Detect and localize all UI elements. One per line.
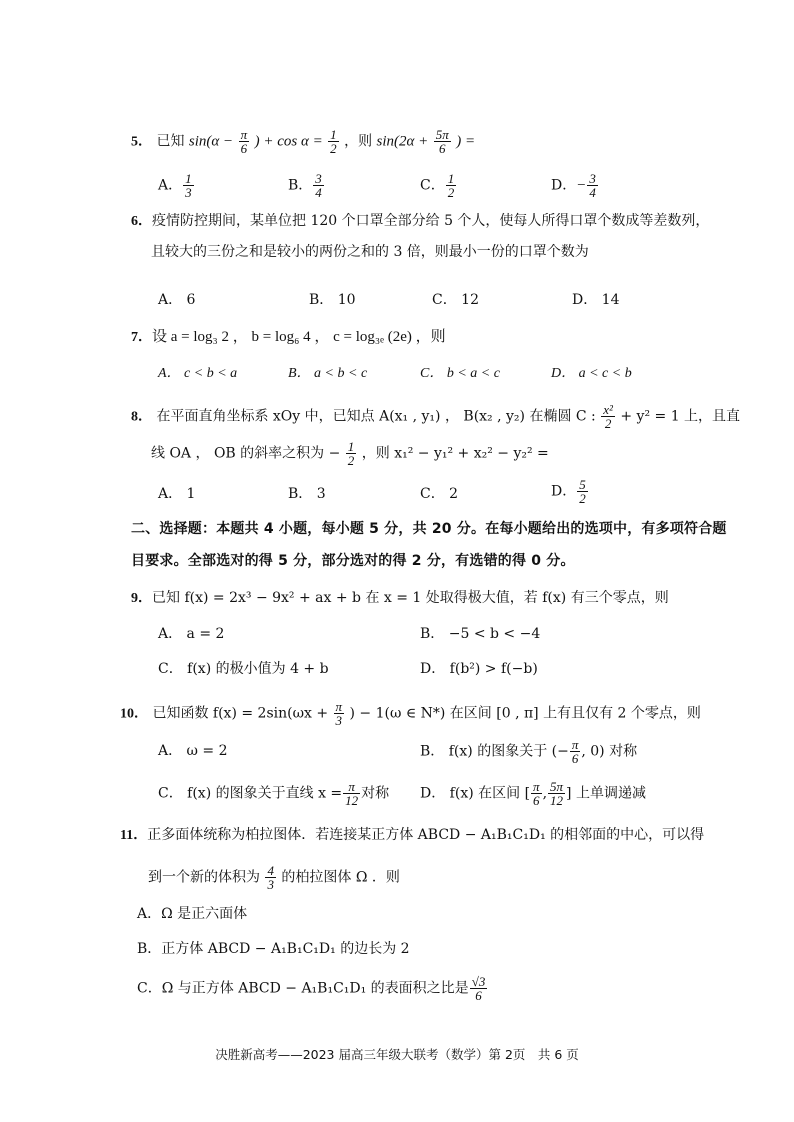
q8-option-a: A． 1: [158, 486, 196, 502]
q8-stem-line2: [151, 440, 549, 467]
q8-text2b: ，则 x₁² − y₁² + x₂² − y₂² =: [361, 445, 549, 462]
q5-option-c: C． $\frac{1}{2}$: [420, 171, 455, 200]
q8-text1b: + y² = 1 上，且直: [620, 408, 741, 425]
q5-number: 5．: [131, 134, 152, 150]
section2-line1: 二、选择题：本题共 4 小题，每小题 5 分，共 20 分。在每小题给出的选项中，有多项符合题: [131, 521, 727, 537]
q11-number: 11．: [120, 828, 148, 843]
q10-text-a: 已知函数 f(x) = 2sin(ωx +: [152, 705, 329, 722]
q9-option-b: B． −5 < b < −4: [420, 626, 541, 642]
q5-stem: [131, 128, 475, 155]
q6-option-c: C． 12: [432, 292, 479, 308]
q8-option-b: B． 3: [288, 486, 326, 502]
q8-option-d: D． $\frac{5}{2}$: [551, 477, 586, 506]
q5-pre: 已知: [156, 133, 185, 150]
q9-option-c: C． f(x) 的极小值为 4 + b: [158, 661, 329, 677]
q9-option-d: D． f(b²) > f(−b): [420, 661, 538, 677]
q10-option-b: B． f(x) 的图象关于 (− $\frac{\pi}{6}$ , 0) 对称: [420, 737, 638, 766]
q10-option-a: A． ω = 2: [158, 743, 228, 759]
q8-frac1: $\frac{\text{x²}}{2}$: [603, 402, 613, 431]
page-footer: 决胜新高考——2023 届高三年级大联考（数学）第 2页 共 6 页: [215, 1047, 579, 1062]
q10-frac: $\frac{\pi}{3}$: [335, 699, 343, 728]
q8-stem-line1: [131, 403, 740, 430]
q7-option-d: D． a < c < b: [551, 366, 632, 381]
q10-option-d: D． f(x) 在区间 [ $\frac{\pi}{6}$ , $\frac{5\pi}{12}$ ] 上单调递减: [420, 779, 646, 808]
q8-text2a: 线 OA ， OB 的斜率之积为 −: [151, 445, 341, 462]
q5-frac3: $\frac{5\pi}{6}$: [435, 127, 449, 156]
q8-option-c: C． 2: [420, 486, 459, 502]
q6-option-b: B． 10: [309, 292, 356, 308]
q7-number: 7．: [131, 330, 152, 345]
q5-expr3: sin(2α +: [376, 133, 429, 150]
q5-frac1: $\frac{\pi}{6}$: [240, 127, 248, 156]
q9-number: 9．: [131, 591, 152, 606]
q6-option-d: D． 14: [572, 292, 620, 308]
q8-frac2: $\frac{1}{2}$: [347, 439, 355, 468]
q10-text-b: ) − 1(ω ∈ N*) 在区间 [0 , π] 上有且仅有 2 个零点，则: [349, 705, 701, 722]
q5-option-a: A． $\frac{1}{3}$: [158, 171, 192, 200]
q5-expr4: ) =: [456, 133, 476, 150]
q10-stem: [120, 700, 701, 727]
q6-stem-line2: 且较大的三份之和是较小的两份之和的 3 倍，则最小一份的口罩个数为: [151, 244, 589, 260]
q8-text1a: 在平面直角坐标系 xOy 中，已知点 A(x₁ , y₁) ， B(x₂ , y₂) 在椭圆 C :: [156, 408, 596, 425]
q5-expr1: sin(α −: [188, 133, 234, 150]
q9-stem: [131, 589, 669, 608]
q10-number: 10．: [120, 706, 148, 722]
q10-option-c: C． f(x) 的图象关于直线 x = $\frac{\pi}{12}$ 对称: [158, 779, 390, 808]
section2-line2: 目要求。全部选对的得 5 分，部分选对的得 2 分，有选错的得 0 分。: [131, 553, 575, 569]
q5-mid: ，则: [344, 133, 373, 150]
q8-number: 8．: [131, 409, 152, 425]
q11-stem-line1: [120, 826, 704, 845]
q7-option-c: C． b < a < c: [420, 366, 500, 381]
q11-stem-line2: 到一个新的体积为 $\frac{4}{3}$ 的柏拉图体 Ω ．则: [148, 863, 400, 892]
q11-option-c: C．Ω 与正方体 ABCD − A₁B₁C₁D₁ 的表面积之比是 $\frac{√3}{6}$: [137, 974, 486, 1003]
q11-option-b: B．正方体 ABCD − A₁B₁C₁D₁ 的边长为 2: [137, 941, 410, 957]
q6-number: 6．: [131, 214, 152, 229]
q5-frac2: $\frac{1}{2}$: [330, 127, 337, 156]
q5-option-b: B． $\frac{3}{4}$: [288, 171, 322, 200]
q11-frac: $\frac{4}{3}$: [267, 863, 274, 892]
q6-option-a: A． 6: [158, 292, 196, 308]
q7-option-b: B． a < b < c: [288, 366, 368, 381]
q6-stem-line1: [131, 212, 709, 231]
q11-text1: 正多面体统称为柏拉图体．若连接某正方体 ABCD − A₁B₁C₁D₁ 的相邻面的中心，可以得: [147, 827, 705, 843]
q5-option-d: D．− $\frac{3}{4}$: [551, 171, 596, 200]
q7-stem: [131, 328, 446, 347]
q9-text: 已知 f(x) = 2x³ − 9x² + ax + b 在 x = 1 处取得极大值，若 f(x) 有三个零点，则: [152, 590, 669, 606]
q7-option-a: A． c < b < a: [158, 366, 238, 381]
q7-text: 设 a = log₃ 2 ， b = log₆ 4 ， c = log₃ₑ (2e) ，则: [152, 329, 446, 345]
q9-option-a: A． a = 2: [158, 626, 225, 642]
q11-option-a: A．Ω 是正六面体: [137, 906, 248, 922]
q5-expr2: ) + cos α =: [254, 133, 323, 150]
q6-text1: 疫情防控期间，某单位把 120 个口罩全部分给 5 个人，使每人所得口罩个数成等差数列，: [152, 213, 710, 229]
